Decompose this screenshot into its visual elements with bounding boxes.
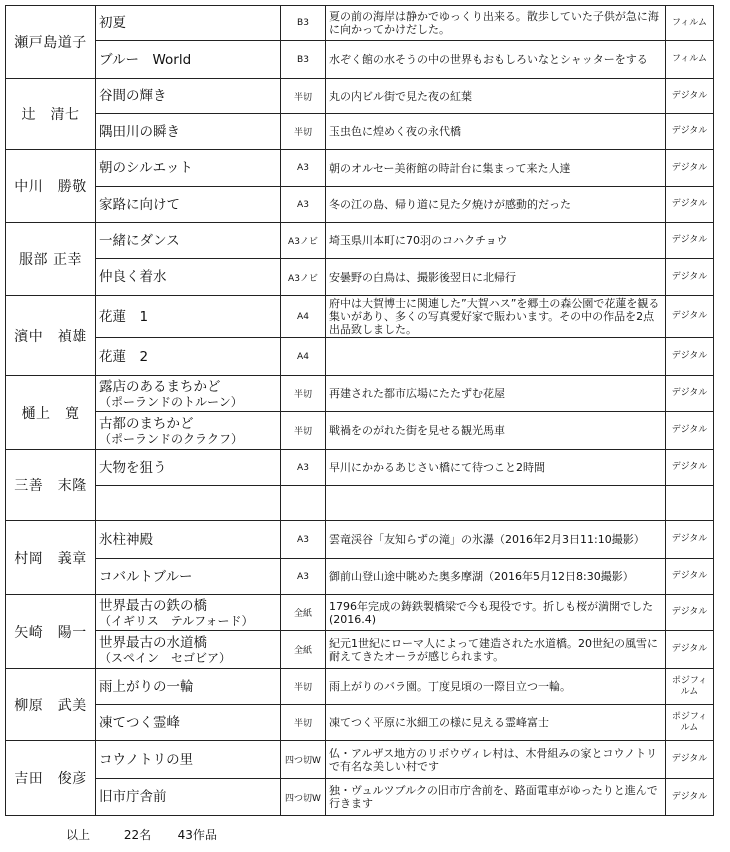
author-name: 辻 清七: [6, 79, 96, 150]
table-row: [6, 259, 714, 296]
table-row: [6, 79, 714, 114]
capture-medium: デジタル: [666, 559, 714, 595]
work-description: 水ぞく館の水そうの中の世界もおもしろいなとシャッターをする: [326, 41, 666, 79]
work-description: 埼玉県川本町に70羽のコハクチョウ: [326, 223, 666, 259]
work-title-cell: [96, 450, 281, 486]
table-row: [6, 187, 714, 223]
work-title-cell: [96, 259, 281, 296]
work-title-cell: [96, 6, 281, 41]
work-title: ブルー World: [99, 51, 192, 68]
print-size: B3: [281, 6, 326, 41]
work-title-cell: [96, 150, 281, 187]
print-size: 半切: [281, 669, 326, 705]
capture-medium: デジタル: [666, 79, 714, 114]
table-row: [6, 114, 714, 150]
capture-medium: デジタル: [666, 338, 714, 376]
work-description: 玉虫色に煌めく夜の永代橋: [326, 114, 666, 150]
work-description: 朝のオルセー美術館の時計台に集まって来た人達: [326, 150, 666, 187]
table-row: [6, 705, 714, 741]
table-row: [6, 486, 714, 521]
work-description: 府中は大賀博士に関連した”大賀ハス”を郷土の森公園で花蓮を観る集いがあり、多くの写真愛好家で賑わいます。その中の作品を2点出品致しました。: [326, 296, 666, 338]
work-title-cell: [96, 669, 281, 705]
work-title-cell: [96, 412, 281, 450]
capture-medium: デジタル: [666, 595, 714, 631]
work-description: 仏・アルザス地方のリボウヴィレ村は、木骨組みの家とコウノトリで有名な美しい村です: [326, 741, 666, 779]
capture-medium: デジタル: [666, 521, 714, 559]
exhibit-table: [5, 5, 714, 816]
capture-medium: デジタル: [666, 376, 714, 412]
print-size: A3: [281, 150, 326, 187]
print-size: A3: [281, 559, 326, 595]
print-size: B3: [281, 41, 326, 79]
work-description: 戦禍をのがれた街を見せる観光馬車: [326, 412, 666, 450]
work-title-cell: [96, 79, 281, 114]
capture-medium: デジタル: [666, 223, 714, 259]
work-description: 1796年完成の鋳鉄製橋梁で今も現役です。折しも桜が満開でした(2016.4): [326, 595, 666, 631]
work-title: 一緒にダンス: [99, 232, 180, 249]
print-size: A3: [281, 450, 326, 486]
author-name: 三善 末隆: [6, 450, 96, 521]
work-title: 古都のまちかど: [99, 415, 194, 432]
work-description: 早川にかかるあじさい橋にて待つこと2時間: [326, 450, 666, 486]
table-row: [6, 631, 714, 669]
work-title: 雨上がりの一輪: [99, 678, 194, 695]
table-row: [6, 6, 714, 41]
author-name: 柳原 武美: [6, 669, 96, 741]
table-row: [6, 741, 714, 779]
print-size: 全紙: [281, 595, 326, 631]
table-row: [6, 150, 714, 187]
work-title-cell: [96, 338, 281, 376]
work-description: 紀元1世紀にローマ人によって建造された水道橋。20世紀の風雪に耐えてきたオーラが感じられます。: [326, 631, 666, 669]
work-location: （イギリス テルフォード）: [99, 613, 254, 628]
print-size: 四つ切W: [281, 741, 326, 779]
work-title-cell: [96, 631, 281, 669]
work-description: [326, 486, 666, 521]
capture-medium: デジタル: [666, 741, 714, 779]
print-size: 半切: [281, 412, 326, 450]
table-row: [6, 559, 714, 595]
table-row: [6, 450, 714, 486]
capture-medium: デジタル: [666, 412, 714, 450]
work-title: 露店のあるまちかど: [99, 378, 221, 395]
table-row: [6, 41, 714, 79]
capture-medium: [666, 486, 714, 521]
print-size: A3: [281, 187, 326, 223]
capture-medium: デジタル: [666, 296, 714, 338]
author-name: 吉田 俊彦: [6, 741, 96, 816]
work-description: [326, 338, 666, 376]
work-title: コバルトブルー: [99, 568, 193, 585]
author-name: 樋上 寛: [6, 376, 96, 450]
work-title: 谷間の輝き: [99, 88, 167, 104]
exhibit-table-body: [6, 6, 714, 816]
print-size: 半切: [281, 79, 326, 114]
capture-medium: デジタル: [666, 187, 714, 223]
capture-medium: フィルム: [666, 41, 714, 79]
capture-medium: デジタル: [666, 114, 714, 150]
capture-medium: ポジフィルム: [666, 705, 714, 741]
work-title-cell: [96, 559, 281, 595]
work-title-cell: [96, 779, 281, 816]
work-description: 雲竜渓谷「友知らずの滝」の氷瀑（2016年2月3日11:10撮影）: [326, 521, 666, 559]
work-description: 冬の江の島、帰り道に見た夕焼けが感動的だった: [326, 187, 666, 223]
work-title: 大物を狙う: [99, 459, 167, 476]
author-name: 中川 勝敬: [6, 150, 96, 223]
work-title: 凍てつく霊峰: [99, 714, 180, 731]
footer-summary: [66, 826, 217, 843]
work-title: 世界最古の水道橋: [99, 634, 207, 651]
work-description: 凍てつく平原に氷細工の様に見える霊峰富士: [326, 705, 666, 741]
footer-label: 以上: [66, 828, 91, 842]
work-title-cell: [96, 741, 281, 779]
work-title: 世界最古の鉄の橋: [99, 597, 207, 614]
capture-medium: ポジフィルム: [666, 669, 714, 705]
work-title-cell: [96, 705, 281, 741]
work-title: コウノトリの里: [99, 751, 194, 768]
work-title-cell: [96, 486, 281, 521]
footer-work-count: 43作品: [177, 828, 217, 842]
work-description: 再建された都市広場にたたずむ花屋: [326, 376, 666, 412]
work-title: 隅田川の瞬き: [99, 123, 180, 140]
table-row: [6, 376, 714, 412]
author-name: 矢崎 陽一: [6, 595, 96, 669]
work-description: 御前山登山途中眺めた奥多摩湖（2016年5月12日8:30撮影）: [326, 559, 666, 595]
print-size: 半切: [281, 705, 326, 741]
print-size: 四つ切W: [281, 779, 326, 816]
work-title-cell: [96, 187, 281, 223]
capture-medium: デジタル: [666, 150, 714, 187]
work-title-cell: [96, 223, 281, 259]
work-title: 旧市庁舎前: [99, 789, 167, 805]
work-location: （ポーランドのトルーン）: [99, 394, 243, 409]
work-title: 家路に向けて: [99, 196, 180, 213]
work-title-cell: [96, 114, 281, 150]
work-title-cell: [96, 595, 281, 631]
capture-medium: デジタル: [666, 259, 714, 296]
work-title-cell: [96, 521, 281, 559]
capture-medium: デジタル: [666, 631, 714, 669]
table-row: [6, 338, 714, 376]
print-size: A4: [281, 296, 326, 338]
table-row: [6, 521, 714, 559]
print-size: A3: [281, 521, 326, 559]
work-title: 仲良く着水: [99, 269, 167, 285]
table-row: [6, 595, 714, 631]
work-description: 安曇野の白鳥は、撮影後翌日に北帰行: [326, 259, 666, 296]
author-name: 村岡 義章: [6, 521, 96, 595]
author-name: 瀬戸島道子: [6, 6, 96, 79]
author-name: 服部 正幸: [6, 223, 96, 296]
table-row: [6, 412, 714, 450]
capture-medium: フィルム: [666, 6, 714, 41]
print-size: [281, 486, 326, 521]
work-title: 花蓮 2: [99, 348, 149, 365]
table-row: [6, 669, 714, 705]
print-size: A3ノビ: [281, 223, 326, 259]
print-size: 半切: [281, 114, 326, 150]
work-title: 花蓮 1: [99, 308, 149, 325]
work-title: 初夏: [99, 15, 126, 31]
work-title-cell: [96, 41, 281, 79]
work-title: 朝のシルエット: [99, 160, 193, 176]
footer-member-count: 22名: [123, 828, 152, 842]
work-description: 雨上がりのバラ園。丁度見頃の一際目立つ一輪。: [326, 669, 666, 705]
capture-medium: デジタル: [666, 779, 714, 816]
print-size: A3ノビ: [281, 259, 326, 296]
table-row: [6, 223, 714, 259]
work-description: 夏の前の海岸は静かでゆっくり出来る。散歩していた子供が急に海に向かってかけだした。: [326, 6, 666, 41]
print-size: 全紙: [281, 631, 326, 669]
work-location: （スペイン セゴビア）: [99, 650, 232, 665]
table-row: [6, 779, 714, 816]
print-size: 半切: [281, 376, 326, 412]
capture-medium: デジタル: [666, 450, 714, 486]
work-location: （ポーランドのクラクフ）: [99, 431, 244, 446]
print-size: A4: [281, 338, 326, 376]
work-title-cell: [96, 376, 281, 412]
work-description: 独・ヴュルツブルクの旧市庁舎前を、路面電車がゆったりと進んで行きます: [326, 779, 666, 816]
author-name: 濱中 禎雄: [6, 296, 96, 376]
work-title-cell: [96, 296, 281, 338]
table-row: [6, 296, 714, 338]
work-description: 丸の内ビル街で見た夜の紅葉: [326, 79, 666, 114]
work-title: 氷柱神殿: [99, 531, 153, 548]
